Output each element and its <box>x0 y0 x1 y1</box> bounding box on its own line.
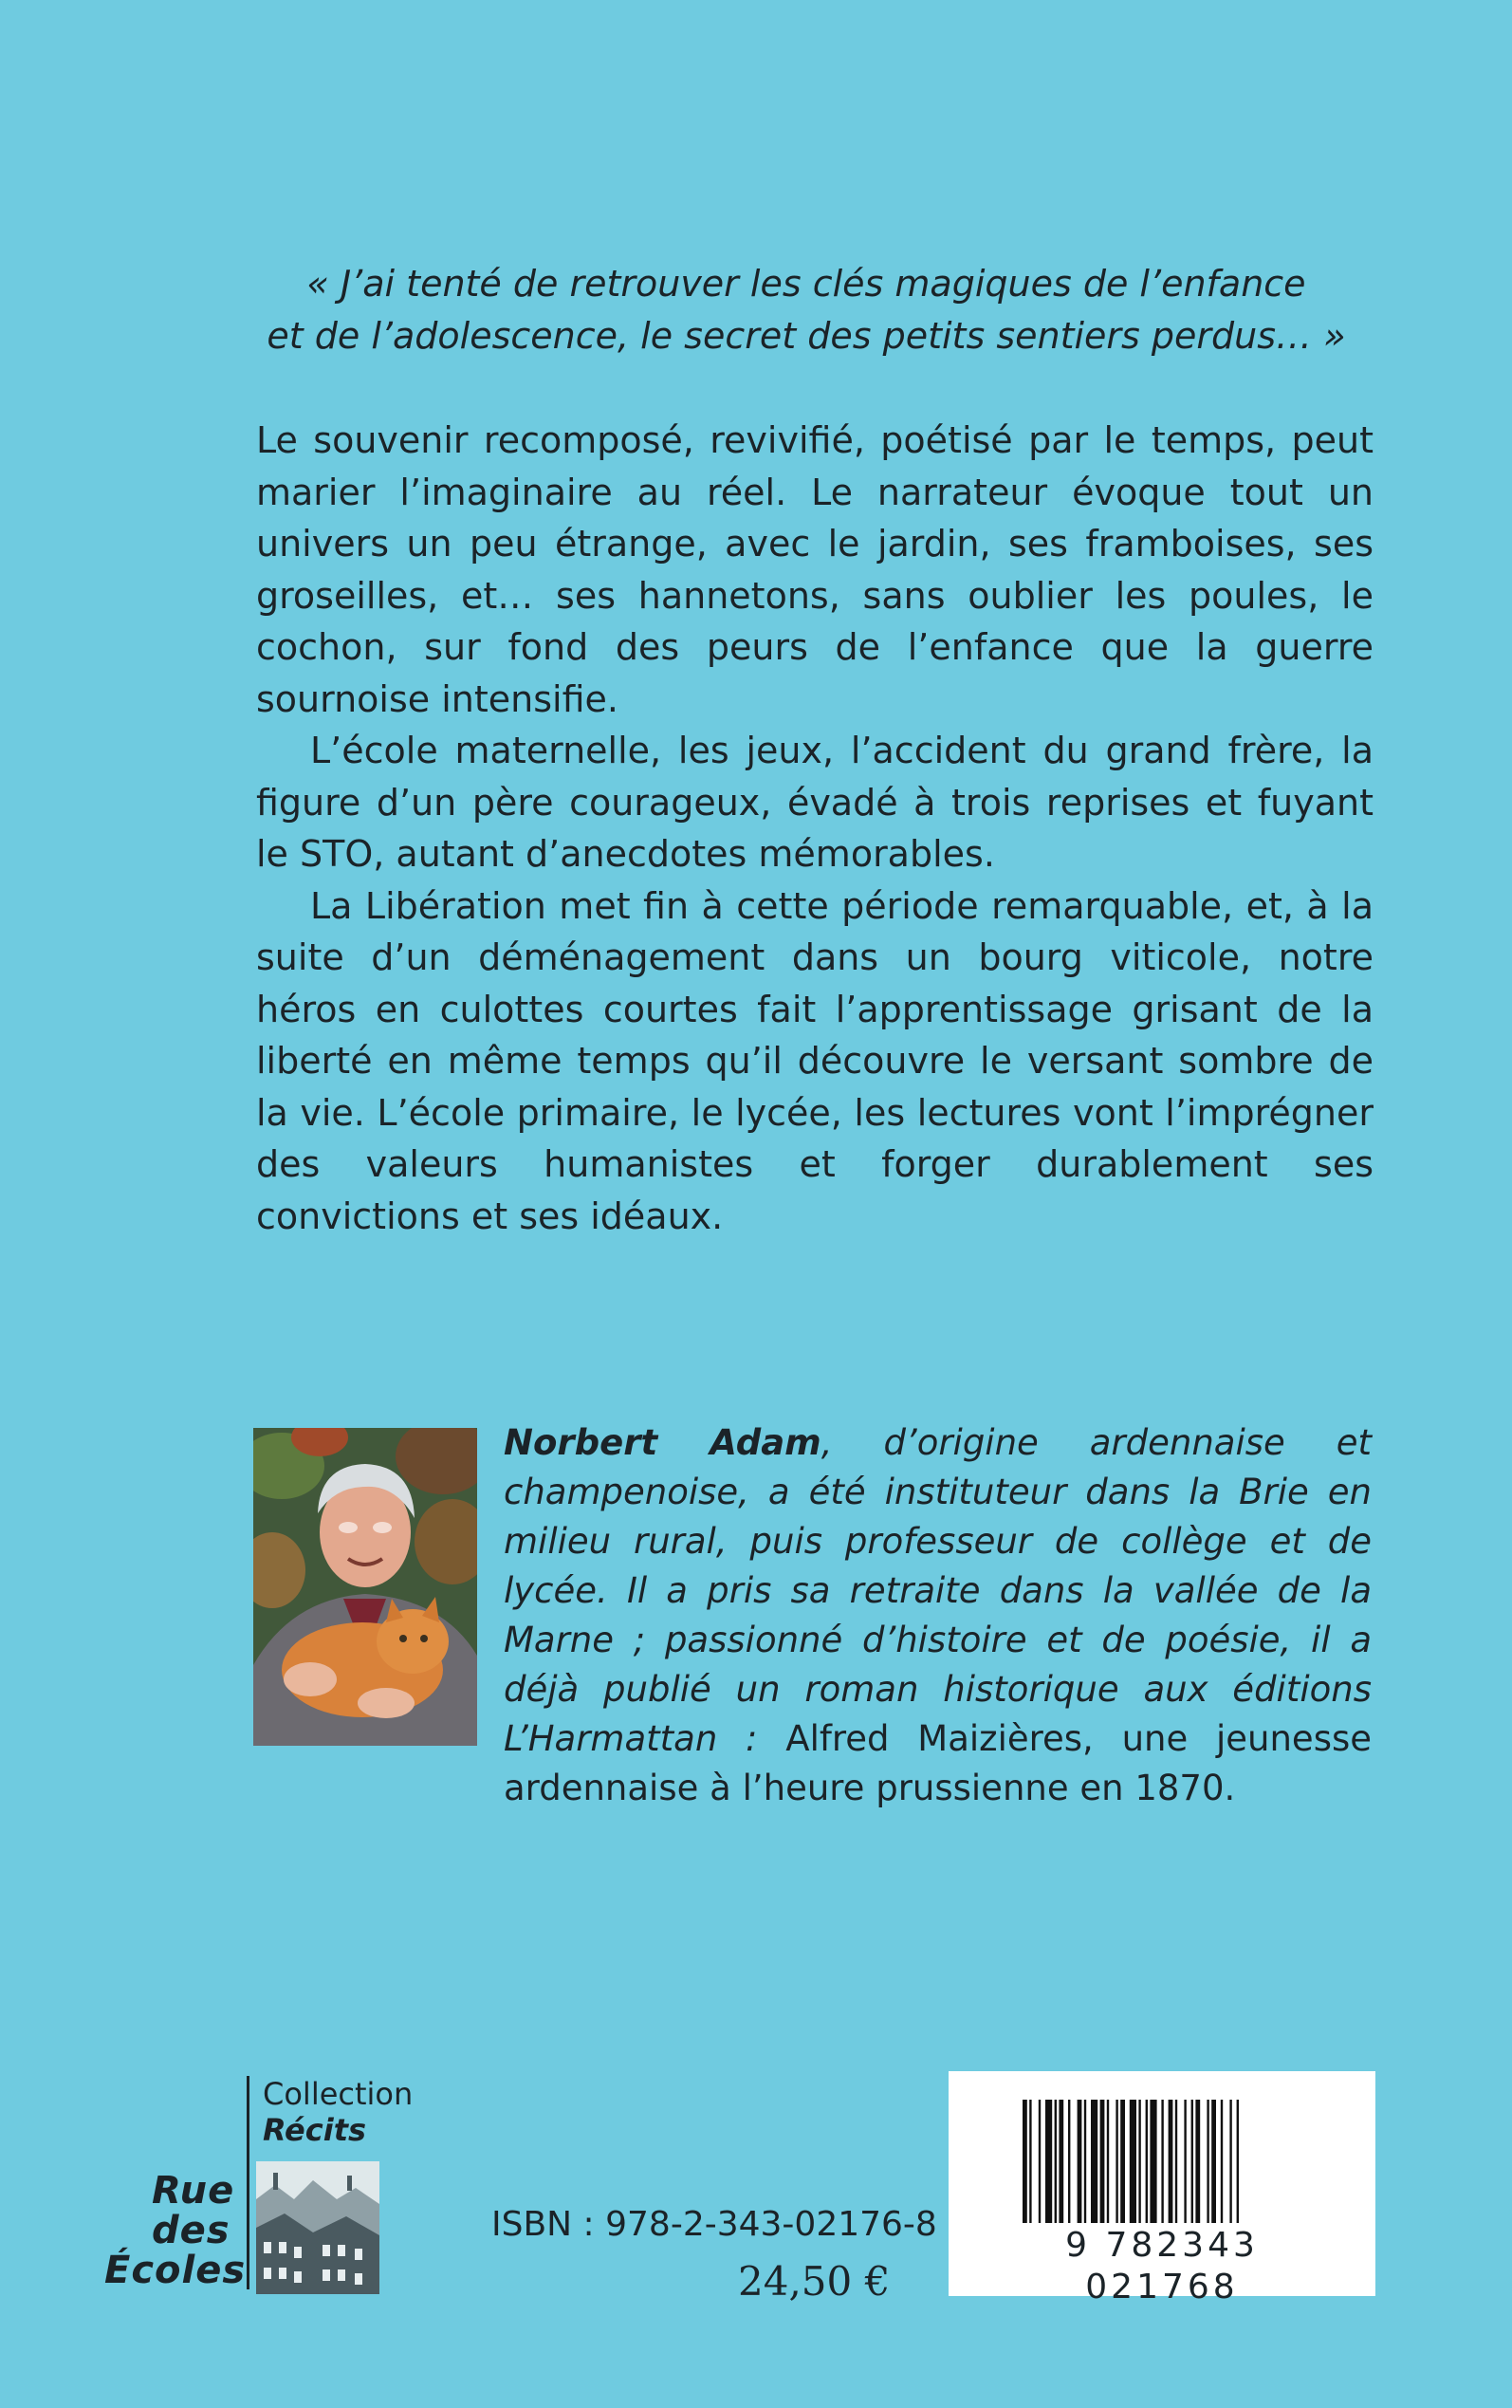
barcode-bar <box>1237 2100 1239 2223</box>
barcode-bar <box>1107 2100 1109 2223</box>
barcode-bars <box>1023 2100 1307 2223</box>
barcode-bar <box>1169 2100 1173 2223</box>
author-bio-text: , d’origine ardennaise et champenoise, a été instituteur dans la Brie en milieu rural, puis professeur de collège et de lycée. Il a pris sa retraite dans la vallée de la Marne ; passionné d’histoire et de poésie, il a déjà publié un roman historique aux éditions L’Harmattan : <box>504 1422 1373 1759</box>
barcode-bar <box>1221 2100 1223 2223</box>
author-photo <box>253 1428 477 1746</box>
logo-word-rue: Rue <box>152 2169 235 2213</box>
summary-paragraph-2: L’école maternelle, les jeux, l’accident du grand frère, la figure d’un père courageux, évadé à trois reprises et fuyant le STO, autant d’anecdotes mémorables. <box>256 730 1374 875</box>
barcode-bar <box>1130 2100 1136 2223</box>
barcode-bar <box>1138 2100 1140 2223</box>
summary-paragraph-1: Le souvenir recomposé, revivifié, poétisé par le temps, peut marier l’imaginaire au réel. Le narrateur évoque tout un univers un peu étrange, avec le jardin, ses framboises, ses groseilles, et… ses hannetons, sans oublier les poules, le cochon, sur fond des peurs de l’enfance que la guerre sournoise intensifie. <box>256 419 1374 720</box>
logo-word-des: des <box>152 2209 230 2252</box>
collection-label-block <box>263 2076 413 2148</box>
summary-paragraph-3: La Libération met fin à cette période remarquable, et, à la suite d’un déménagement dans un bourg viticole, notre héros en culottes courtes fait l’apprentissage grisant de la liberté en même temps qu’il découvre le versant sombre de la vie. L’école primaire, le lycée, les lectures vont l’imprégner des valeurs humanistes et forger durablement ses convictions et ses idéaux. <box>256 884 1374 1237</box>
barcode-bar <box>1084 2100 1086 2223</box>
barcode-bar <box>1229 2100 1231 2223</box>
collection-logo <box>100 2076 414 2304</box>
epigraph-quote <box>256 258 1356 362</box>
barcode-bar <box>1195 2100 1200 2223</box>
barcode-bar <box>1078 2100 1082 2223</box>
book-summary <box>256 415 1374 1242</box>
barcode-bar <box>1023 2100 1027 2223</box>
barcode-bar <box>1100 2100 1105 2223</box>
barcode-bar <box>1068 2100 1070 2223</box>
barcode-bar <box>1207 2100 1208 2223</box>
barcode-bar <box>1045 2100 1052 2223</box>
quote-line-1: « J’ai tenté de retrouver les clés magiques de l’enfance <box>306 263 1306 305</box>
barcode-bar <box>1150 2100 1156 2223</box>
barcode-bar <box>1161 2100 1163 2223</box>
barcode-digits: 9 782343 021768 <box>1065 2226 1259 2306</box>
barcode-bar <box>1175 2100 1177 2223</box>
paris-rooftops-icon <box>256 2161 379 2294</box>
collection-name: Récits <box>263 2112 367 2148</box>
barcode-bar <box>1116 2100 1117 2223</box>
isbn: ISBN : 978-2-343-02176-8 <box>491 2205 937 2244</box>
barcode-bar <box>1029 2100 1031 2223</box>
barcode-bar <box>1120 2100 1125 2223</box>
barcode-bar <box>1191 2100 1193 2223</box>
quote-line-2: et de l’adolescence, le secret des petits sentiers perdus… » <box>267 315 1346 357</box>
barcode-bar <box>1184 2100 1186 2223</box>
price: 24,50 € <box>738 2258 891 2305</box>
logo-divider <box>247 2076 249 2289</box>
barcode-bar <box>1091 2100 1097 2223</box>
barcode-bar <box>1211 2100 1216 2223</box>
barcode-bar <box>1059 2100 1063 2223</box>
barcode-bar <box>1146 2100 1148 2223</box>
author-name: Norbert Adam <box>504 1422 821 1463</box>
author-bio <box>504 1418 1372 1813</box>
barcode-bar <box>1039 2100 1041 2223</box>
collection-label: Collection <box>263 2076 414 2112</box>
barcode <box>949 2071 1375 2306</box>
logo-word-ecoles: Écoles <box>104 2249 247 2292</box>
author-previous-book: Alfred Maizières, une jeunesse ardennaise à l’heure prussienne en 1870. <box>504 1718 1373 1808</box>
barcode-bar <box>1055 2100 1057 2223</box>
